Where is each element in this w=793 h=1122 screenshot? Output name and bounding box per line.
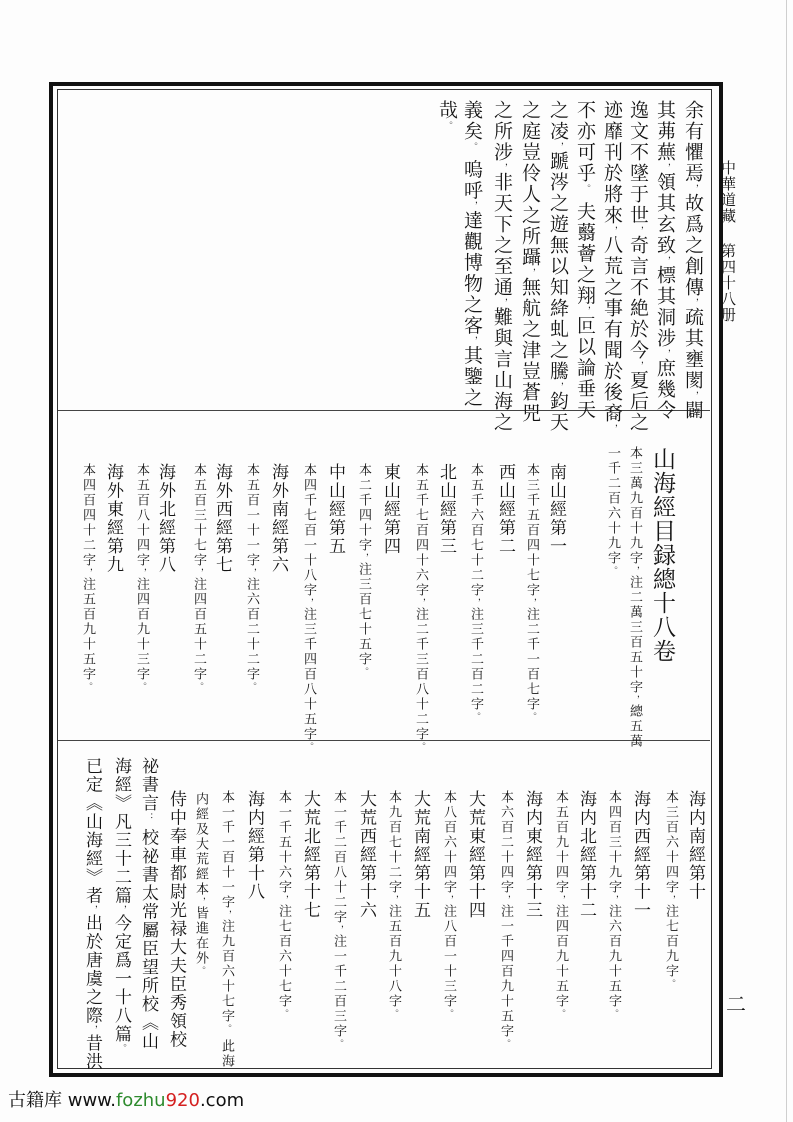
toc-entry-count: 本四千七百一十八字，注三千四百八十五字。 (301, 463, 316, 751)
preface-column: 哉。 (436, 100, 458, 130)
punctuation: 。 (500, 1039, 510, 1048)
toc-entry-count: 本五百八十四字，注四百九十三字。 (134, 463, 149, 691)
punctuation: ， (526, 598, 536, 607)
punctuation: ， (497, 298, 507, 307)
punctuation: ， (580, 306, 590, 316)
url-red-part: 920 (165, 1090, 200, 1111)
preface-column: 其茀蕪，領其玄致，標其洞涉，庶幾令 (654, 100, 676, 421)
toc-entry-title: 東山經第四 (380, 463, 400, 556)
punctuation: 。 (580, 184, 590, 193)
page-number: 二 (726, 992, 746, 1016)
punctuation: 。 (358, 667, 368, 676)
toc-summary: 本三萬九百十九字，注二萬三百五十字，總五萬 (627, 446, 642, 749)
punctuation: ， (87, 905, 97, 914)
punctuation: ， (388, 895, 398, 904)
toc-entry-title: 海内西經第十一 (630, 790, 650, 920)
punctuation: 。 (136, 682, 146, 691)
toc-entry-count: 本二千四十字，注三百七十五字。 (356, 463, 371, 676)
toc-entry-title: 海内北經第十二 (576, 790, 596, 920)
punctuation: ， (470, 598, 480, 607)
toc-entry-title: 南山經第一 (546, 463, 566, 556)
punctuation: 。 (665, 979, 675, 988)
colophon-column: 已定《山海經》者，出於唐虞之際，昔洪 (82, 757, 102, 1071)
toc-entry-title: 海外北經第八 (155, 463, 175, 574)
toc-entry-count: 本八百六十四字，注八百一十三字。 (441, 790, 456, 1018)
toc-entry-title: 海外南經第六 (268, 463, 288, 574)
punctuation: 。 (82, 682, 92, 691)
punctuation: 。 (470, 712, 480, 721)
punctuation: ， (415, 598, 425, 607)
punctuation: ， (467, 336, 477, 346)
toc-entry-title: 大荒東經第十四 (465, 790, 485, 920)
preface-column: 迹靡刊於將來，八荒之事有聞於後裔， (601, 100, 623, 433)
punctuation: ， (633, 226, 643, 235)
punctuation: 。 (278, 1009, 288, 1018)
toc-entry-title: 大荒西經第十六 (356, 790, 376, 920)
punctuation: ， (87, 1025, 97, 1034)
punctuation: ， (688, 391, 698, 400)
punctuation: ， (195, 897, 205, 906)
punctuation: ， (443, 895, 453, 904)
punctuation: ， (497, 163, 507, 172)
punctuation: 。 (607, 566, 617, 575)
toc-entry-title: 北山經第三 (436, 463, 456, 556)
toc-entry-title: 海内東經第十三 (522, 790, 542, 920)
colophon-column: 祕書言： 校祕書太常屬臣望所校《山 (138, 757, 158, 1051)
site-name: 古籍库 (8, 1090, 62, 1111)
punctuation: ， (660, 349, 670, 358)
url-prefix: www. (67, 1090, 116, 1111)
toc-entry-title: 大荒北經第十七 (300, 790, 320, 920)
punctuation: ， (246, 568, 256, 577)
toc-entry-count: 本四百三十九字，注六百九十五字。 (606, 790, 621, 1018)
colophon-column: 侍中奉車都尉光禄大夫臣秀領校 (166, 790, 186, 1049)
punctuation: 。 (467, 142, 477, 151)
toc-entry-title: 西山經第二 (495, 463, 515, 556)
preface-column: 之凌，蹏涔之遊無以知絳虬之騰，鈞天 (547, 100, 569, 433)
punctuation: ， (333, 925, 343, 934)
preface-column: 逸文不墜于世，奇言不絶於今，夏后之 (627, 100, 649, 433)
punctuation: ， (555, 895, 565, 904)
section-divider (58, 740, 710, 741)
punctuation: 。 (415, 742, 425, 751)
punctuation: ， (607, 424, 617, 433)
toc-entry-title: 海外西經第七 (212, 463, 232, 574)
punctuation: ， (688, 184, 698, 193)
toc-entry-title: 海内南經第十 (685, 790, 705, 901)
toc-entry-count: 本五百三十七字，注四百五十二字。 (191, 463, 206, 691)
toc-entry-count: 本五百九十四字，注四百九十五字。 (553, 790, 568, 1018)
punctuation: ， (660, 163, 670, 172)
punctuation: ， (358, 553, 368, 562)
toc-entry-count: 本三千五百四十七字，注二千一百七字。 (524, 463, 539, 721)
punctuation: ， (136, 568, 146, 577)
page-edge-line (786, 0, 787, 1122)
toc-entry-title: 中山經第五 (325, 463, 345, 556)
toc-entry-count: 本九百七十二字，注五百九十八字。 (386, 790, 401, 1018)
punctuation: ， (553, 382, 563, 391)
punctuation: ， (82, 568, 92, 577)
punctuation: ， (193, 568, 203, 577)
toc-entry-count: 本一千二百八十二字，注一千二百三字。 (331, 790, 346, 1048)
punctuation: ， (660, 256, 670, 265)
punctuation: 。 (333, 1039, 343, 1048)
toc-entry-count: 本五千六百七十二字，注三千二百二字。 (468, 463, 483, 721)
site-watermark (8, 1086, 244, 1112)
punctuation: ， (688, 298, 698, 307)
punctuation: ， (629, 566, 639, 575)
punctuation: ， (500, 895, 510, 904)
volume-label: 第四十八册 (719, 243, 737, 323)
toc-entry-count: 本五千七百四十六字，注二千三百八十二字。 (413, 463, 428, 751)
punctuation: 。 (221, 1024, 231, 1033)
preface-column: 余有懼焉，故爲之創傳，疏其壅閡，闢 (682, 100, 704, 421)
punctuation: 。 (116, 1043, 126, 1053)
punctuation: 。 (195, 966, 205, 975)
punctuation: 。 (246, 682, 256, 691)
toc-entry-count: 本五百一十一字，注六百二十二字。 (244, 463, 259, 691)
punctuation: 。 (303, 742, 313, 751)
punctuation: 。 (193, 682, 203, 691)
punctuation: ， (629, 695, 639, 704)
punctuation: ， (607, 226, 617, 235)
preface-column: 義矣。 嗚呼，達觀博物之客，其鑒之 (461, 100, 483, 409)
preface-column: 不亦可乎。 夫蘙薈之翔，叵以論垂天 (574, 100, 596, 421)
url-suffix: .com (199, 1090, 245, 1111)
punctuation: ， (665, 895, 675, 904)
punctuation: ， (633, 361, 643, 370)
punctuation: 。 (388, 1009, 398, 1018)
toc-entry-title: 海内經第十八 (244, 790, 264, 901)
preface-column: 之庭豈伶人之所躡，無航之津豈蒼兕 (519, 100, 541, 424)
toc-entry-count: 本六百二十四字，注一千四百九十五字。 (498, 790, 513, 1048)
toc-entry-note: 内經及大荒經本，皆進在外。 (193, 792, 208, 975)
toc-entry-title: 海外東經第九 (103, 463, 123, 574)
punctuation: ， (553, 142, 563, 151)
punctuation: ， (221, 910, 231, 919)
punctuation: 。 (555, 1009, 565, 1018)
collection-title: 中華道藏 (719, 160, 737, 224)
toc-summary: 一千二百六十九字。 (605, 446, 620, 575)
punctuation: 。 (526, 712, 536, 721)
punctuation: 。 (608, 1009, 618, 1018)
toc-entry-count: 本三百六十四字，注七百九字。 (663, 790, 678, 988)
punctuation: ， (525, 268, 535, 277)
site-url (68, 1090, 244, 1111)
punctuation: 。 (443, 1009, 453, 1018)
preface-column: 之所涉，非天下之至通，難與言山海之 (491, 100, 513, 433)
toc-entry-count: 本一千五十六字，注七百六十七字。 (276, 790, 291, 1018)
colophon-column: 海經》凡三十二篇，今定爲一十八篇。 (111, 757, 131, 1053)
toc-entry-count: 本四百四十二字，注五百九十五字。 (80, 463, 95, 691)
punctuation: ， (278, 895, 288, 904)
toc-entry-title: 大荒南經第十五 (410, 790, 430, 920)
punctuation: ， (303, 598, 313, 607)
toc-title: 山海經目録總十八卷 (649, 447, 675, 663)
url-green-part: fozhu (115, 1090, 166, 1111)
punctuation: ， (608, 895, 618, 904)
punctuation: ： (143, 812, 153, 822)
punctuation: ， (467, 201, 477, 211)
toc-entry-count: 本一千一百十一字，注九百六十七字。 此海 (219, 790, 234, 1070)
punctuation: 。 (442, 121, 452, 130)
punctuation: ， (116, 905, 126, 914)
